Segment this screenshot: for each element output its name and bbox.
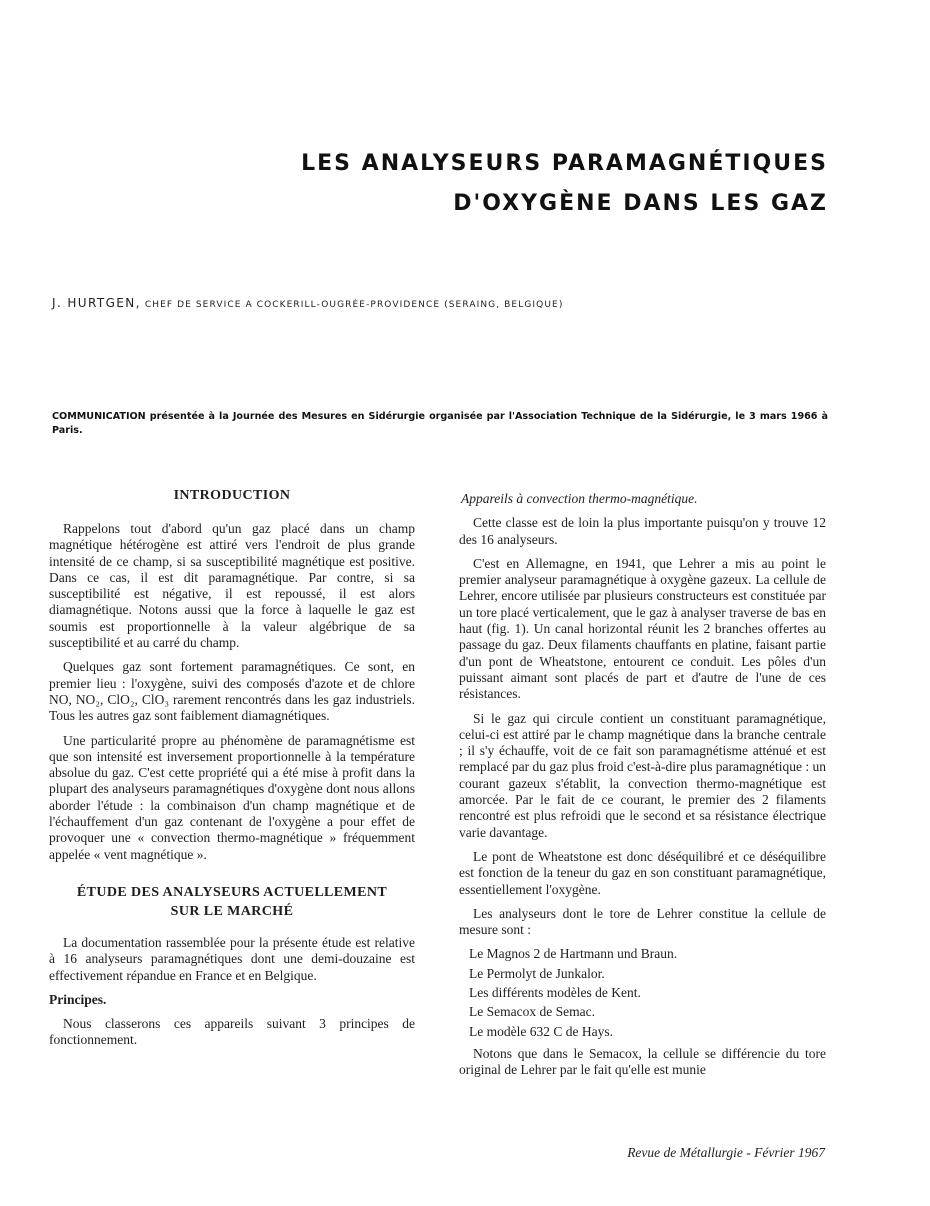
- author-affiliation: CHEF DE SERVICE A COCKERILL-OUGRÉE-PROVIDENCE (SERAING, BELGIQUE): [144, 300, 564, 310]
- right-paragraph-5: Les analyseurs dont le tore de Lehrer constitue la cellule de mesure sont :: [459, 905, 826, 938]
- list-item: Le Permolyt de Junkalor.: [469, 965, 605, 981]
- right-paragraph-3: Si le gaz qui circule contient un constituant paramagnétique, celui-ci est attiré par le champ magnétique dans la branche centrale ; il s'y échauffe, voit de ce fait son paramagnétisme atténué et est remplacé par du gaz plus froid c'est-à-dire plus paramagnétique : un courant gazeux s'établit, la convection thermo-magnétique est amorcée. Par le fait de ce courant, le premier des 2 filaments rencontré est plus refroidi que le second et sa résistance électrique varie davantage.: [459, 710, 826, 840]
- title-line-2: D'OXYGÈNE DANS LES GAZ: [453, 191, 828, 216]
- principes-heading: Principes.: [49, 991, 107, 1007]
- right-paragraph-1: Cette classe est de loin la plus importante puisqu'on y trouve 12 des 16 analyseurs.: [459, 515, 826, 547]
- intro-paragraph-3: Une particularité propre au phénomène de paramagnétisme est que son intensité est inversement proportionnelle à la température absolue du gaz. C'est cette propriété qui a été mise à profit dans la plupart des analyseurs paramagnétiques d'oxygène dont nous allons aborder l'étude : la combinaison d'un champ magnétique et de l'échauffement d'un gaz contenant de l'oxygène a pour effet de provoquer une « convection thermo-magnétique » fréquemment appelée « vent magnétique ».: [49, 732, 415, 862]
- analyzer-list: [459, 946, 826, 1039]
- author-line: [52, 296, 872, 310]
- list-item: Le modèle 632 C de Hays.: [469, 1023, 613, 1039]
- section-gap: [49, 871, 415, 883]
- list-item: Les différents modèles de Kent.: [469, 985, 641, 1001]
- introduction-heading: INTRODUCTION: [173, 488, 291, 503]
- list-item: Le Magnos 2 de Hartmann und Braun.: [469, 946, 678, 962]
- right-column: [459, 491, 826, 1087]
- principes-paragraph: Nous classerons ces appareils suivant 3 principes de fonctionnement.: [49, 1016, 415, 1048]
- etude-heading-line-2: SUR LE MARCHÉ: [170, 903, 294, 919]
- left-column: [49, 486, 415, 1057]
- intro-paragraph-2: Quelques gaz sont fortement paramagnétiques. Ce sont, en premier lieu : l'oxygène, suivi des composés d'azote et de chlore NO, NO₂, ClO₂, ClO₃ rarement rencontrés dans les gaz industriels. Tous les autres gaz sont faiblement diamagnétiques.: [49, 659, 415, 724]
- etude-heading-line-1: ÉTUDE DES ANALYSEURS ACTUELLEMENT: [76, 884, 388, 900]
- communication-note: COMMUNICATION présentée à la Journée des Mesures en Sidérurgie organisée par l'Association Technique de la Sidérurgie, le 3 mars 1966 à Paris.: [52, 411, 828, 436]
- article-title: [188, 144, 828, 224]
- right-paragraph-2: C'est en Allemagne, en 1941, que Lehrer a mis au point le premier analyseur paramagnétique à oxygène gazeux. La cellule de Lehrer, encore utilisée par plusieurs constructeurs est constituée par un tore placé verticalement, que le gaz à analyser traverse de bas en haut (fig. 1). Un canal horizontal réunit les 2 branches offertes au passage du gaz. Deux filaments chauffants en platine, faisant partie d'un pont de Wheatstone, entourent ce conduit. Les pôles d'un puissant aimant sont placés de part et d'autre de l'une de ces résistances.: [459, 555, 826, 702]
- intro-paragraph-1: Rappelons tout d'abord qu'un gaz placé dans un champ magnétique hétérogène est attiré vers l'endroit de plus grande intensité de ce champ, si sa susceptibilité magnétique est positive. Dans ce cas, il est dit paramagnétique. Par contre, si sa susceptibilité est négative, il est repoussé, il est alors diamagnétique. Notons aussi que la force à laquelle le gaz est soumis est proportionnelle à la valeur algébrique de sa susceptibilité et au carré du champ.: [49, 521, 415, 651]
- etude-heading: [49, 883, 415, 921]
- etude-paragraph: La documentation rassemblée pour la présente étude est relative à 16 analyseurs paramagnétiques dont une demi-douzaine est effectivement répandue en France et en Belgique.: [49, 934, 415, 983]
- title-line-1: LES ANALYSEURS PARAMAGNÉTIQUES: [301, 151, 828, 176]
- journal-footer: Revue de Métallurgie - Février 1967: [627, 1145, 825, 1160]
- author-name: J. HURTGEN,: [52, 296, 141, 310]
- convection-subheading: Appareils à convection thermo-magnétique.: [461, 491, 698, 506]
- right-paragraph-4: Le pont de Wheatstone est donc déséquilibré et ce déséquilibre est fonction de la teneur du gaz en son constituant paramagnétique, essentiellement l'oxygène.: [459, 848, 826, 897]
- right-last-paragraph: Notons que dans le Semacox, la cellule se différencie du tore original de Lehrer par le fait qu'elle est munie: [459, 1045, 826, 1078]
- list-item: Le Semacox de Semac.: [469, 1004, 595, 1020]
